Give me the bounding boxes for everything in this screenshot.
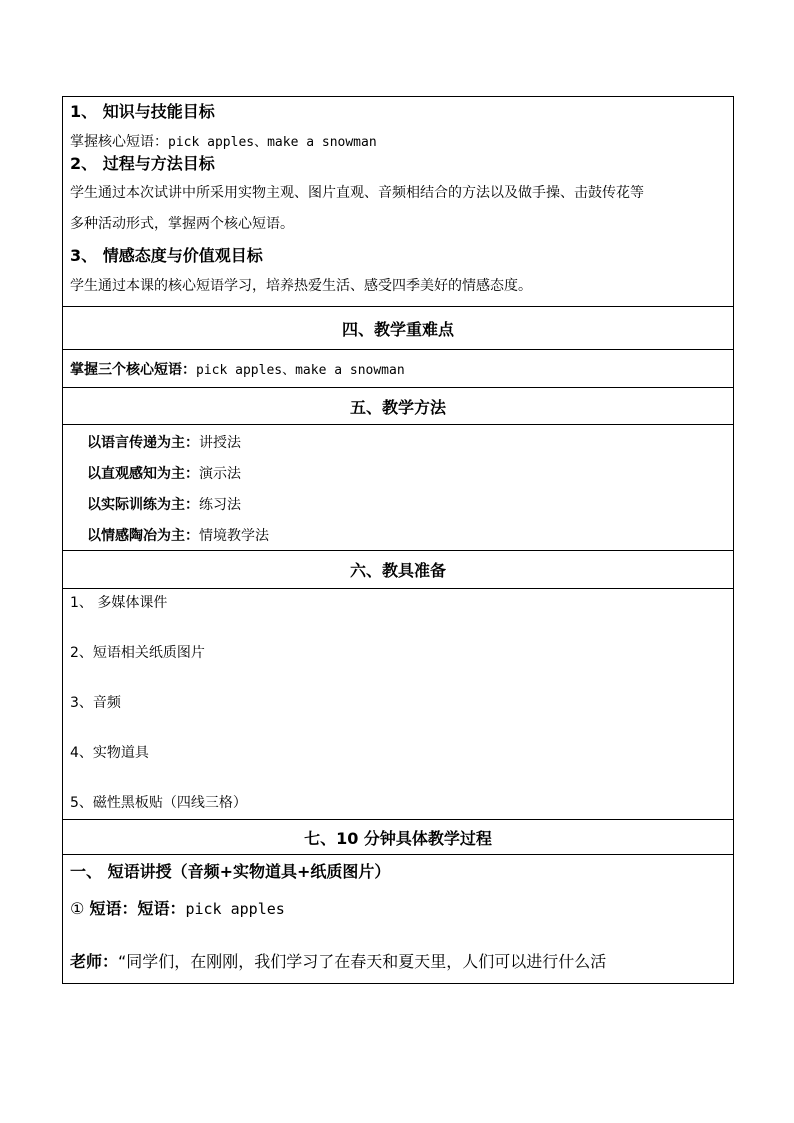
- method-item: 以情感陶冶为主：情境教学法: [87, 528, 269, 544]
- goal2-text-line1: 学生通过本次试讲中所采用实物主观、图片直观、音频相结合的方法以及做手操、击鼓传花等: [70, 185, 644, 201]
- method-item: 以直观感知为主：演示法: [87, 466, 241, 482]
- method-item: 以语言传递为主：讲授法: [87, 435, 241, 451]
- tools-heading: 六、教具准备: [63, 550, 733, 588]
- lesson-plan-table: [62, 96, 734, 984]
- process-cell: [63, 854, 733, 983]
- teacher-line: 老师：“同学们，在刚刚，我们学习了在春天和夏天里，人们可以进行什么活: [70, 952, 607, 971]
- tool-item: 2、短语相关纸质图片: [70, 645, 205, 661]
- goal2-title: 2、 过程与方法目标: [70, 154, 215, 173]
- tool-item: 1、 多媒体课件: [70, 595, 168, 611]
- process-phrase: ① 短语：短语：pick apples: [70, 899, 285, 918]
- process-step-title: 一、 短语讲授（音频+实物道具+纸质图片）: [70, 862, 391, 881]
- tool-item: 4、实物道具: [70, 745, 149, 761]
- tools-cell: [63, 588, 733, 819]
- goal1-text: 掌握核心短语：pick apples、make a snowman: [70, 134, 377, 150]
- process-heading: 七、10 分钟具体教学过程: [63, 819, 733, 854]
- goal3-title: 3、 情感态度与价值观目标: [70, 246, 263, 265]
- tool-item: 5、磁性黑板贴（四线三格）: [70, 795, 247, 811]
- goal1-title: 1、 知识与技能目标: [70, 102, 215, 121]
- teaching-goals-cell: [63, 97, 733, 306]
- tool-item: 3、音频: [70, 695, 121, 711]
- method-item: 以实际训练为主：练习法: [87, 497, 241, 513]
- key-points-cell: [63, 349, 733, 387]
- key-points-heading: 四、教学重难点: [63, 306, 733, 349]
- methods-heading: 五、教学方法: [63, 387, 733, 424]
- key-points-text: 掌握三个核心短语：pick apples、make a snowman: [70, 362, 405, 378]
- goal3-text: 学生通过本课的核心短语学习，培养热爱生活、感受四季美好的情感态度。: [70, 278, 532, 294]
- goal2-text-line2: 多种活动形式，掌握两个核心短语。: [70, 216, 294, 232]
- methods-cell: [63, 424, 733, 550]
